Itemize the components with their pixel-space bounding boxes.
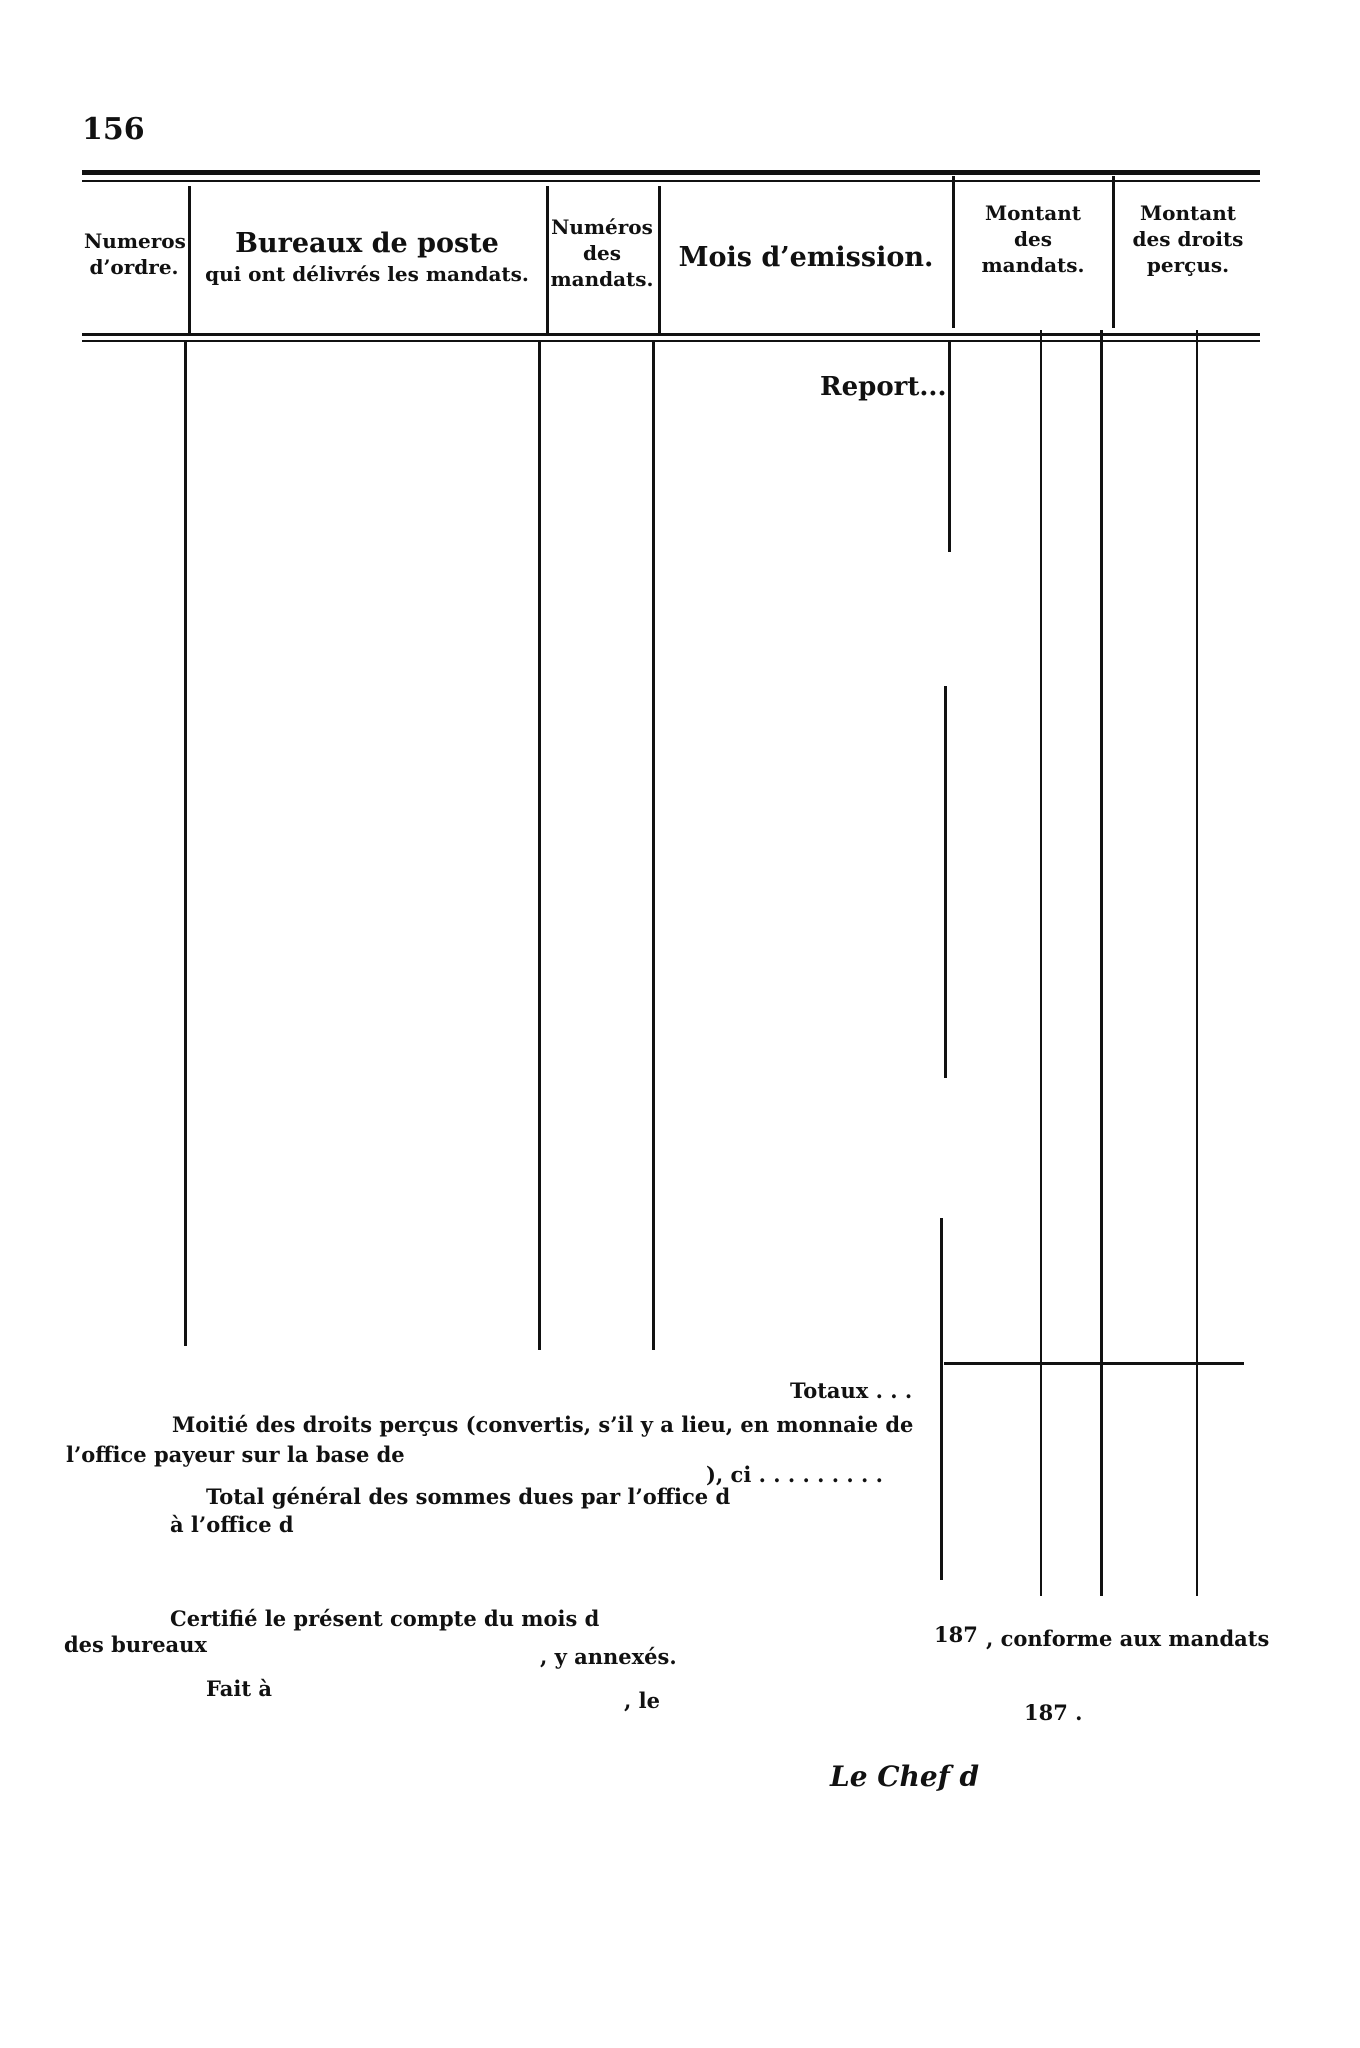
header-montant-droits: Montant des droits perçus.	[1132, 201, 1244, 277]
header-bottom-rule	[82, 333, 1260, 336]
header-numeros-mandats: Numéros des mandats.	[550, 215, 654, 291]
fait-le: , le	[624, 1688, 660, 1713]
table-top-rule	[82, 170, 1260, 175]
header-montant-mandats: Montant des mandats.	[981, 201, 1085, 277]
header-mois-emission: Mois d’emission.	[678, 242, 934, 273]
signature-le-chef: Le Chef d	[830, 1760, 980, 1793]
page-number: 156	[82, 112, 145, 147]
amount-divider-centre-2	[1100, 330, 1103, 1596]
amount-divider-left-lower	[940, 1218, 943, 1580]
header-divider-1	[188, 186, 191, 336]
body-divider-2	[538, 342, 541, 1350]
moitie-line-1: Moitié des droits perçus (convertis, s’il y a lieu, en monnaie de	[172, 1412, 914, 1437]
total-general-line-1: Total général des sommes dues par l’office d	[206, 1484, 731, 1509]
body-divider-1	[184, 342, 187, 1346]
amount-divider-centre-3	[1196, 330, 1198, 1596]
total-general-line-2: à l’office d	[170, 1512, 294, 1537]
certifie-line-2a: des bureaux	[64, 1632, 207, 1657]
header-bureaux-de-poste: Bureaux de poste qui ont délivrés les mandats.	[205, 228, 529, 287]
totals-rule	[944, 1362, 1244, 1365]
fait-year: 187 .	[1024, 1700, 1083, 1725]
certifie-line-1: Certifié le présent compte du mois d	[170, 1606, 600, 1631]
body-divider-3	[652, 342, 655, 1350]
header-bottom-rule-thin	[82, 340, 1260, 342]
certifie-conforme: , conforme aux mandats	[986, 1626, 1270, 1651]
amount-divider-left-upper	[948, 342, 951, 552]
header-divider-5	[1112, 176, 1115, 328]
header-divider-3	[658, 186, 661, 336]
totaux-label: Totaux . . .	[790, 1378, 913, 1403]
header-divider-2	[546, 186, 549, 336]
amount-divider-left-middle	[944, 686, 947, 1078]
table-top-rule-thin	[82, 180, 1260, 182]
header-numeros-ordre: Numeros d’ordre.	[84, 229, 186, 279]
fait-a: Fait à	[206, 1676, 272, 1701]
report-label: Report...	[820, 372, 947, 402]
header-divider-4	[952, 176, 955, 328]
moitie-line-2a: l’office payeur sur la base de	[66, 1442, 405, 1467]
moitie-line-2b: ), ci . . . . . . . . .	[706, 1462, 883, 1487]
certifie-year: 187	[934, 1622, 978, 1647]
certifie-line-2b: , y annexés.	[540, 1644, 677, 1669]
amount-divider-centre-1	[1040, 330, 1042, 1596]
